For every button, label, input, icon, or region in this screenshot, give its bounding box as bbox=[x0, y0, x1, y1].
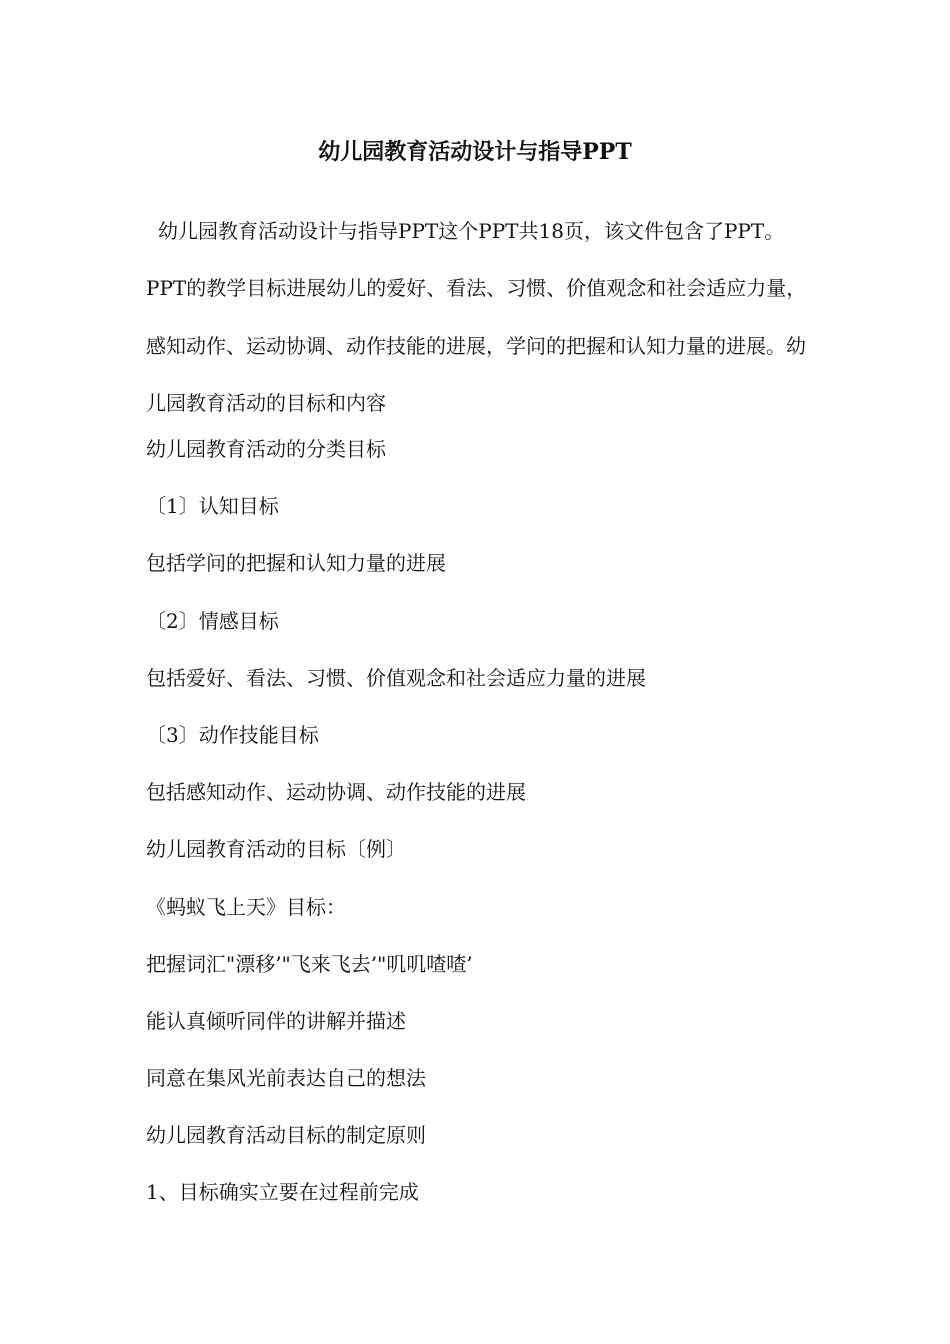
content-lines bbox=[146, 431, 816, 1232]
content-line: 〔1〕认知目标 bbox=[146, 494, 279, 519]
content-line: 幼儿园教育活动的目标〔例〕 bbox=[146, 837, 406, 862]
content-line: 〔3〕动作技能目标 bbox=[146, 722, 319, 747]
content-line: 1、目标确实立要在过程前完成 bbox=[146, 1180, 419, 1205]
content-line: 〔2〕情感目标 bbox=[146, 608, 279, 633]
content-line: 《蚂蚁飞上天》目标： bbox=[146, 894, 346, 919]
document-title: 幼儿园教育活动设计与指导PPT bbox=[318, 139, 632, 165]
content-line: 包括感知动作、运动协调、动作技能的进展 bbox=[146, 780, 526, 805]
content-line: 同意在集风光前表达自己的想法 bbox=[146, 1066, 426, 1091]
content-line: 包括爱好、看法、习惯、价值观念和社会适应力量的进展 bbox=[146, 665, 646, 690]
content-line: 包括学问的把握和认知力量的进展 bbox=[146, 551, 446, 576]
content-line: 幼儿园教育活动目标的制定原则 bbox=[146, 1123, 426, 1148]
content-line: 把握词汇"漂移’"飞来飞去’"叽叽喳喳’ bbox=[146, 951, 473, 976]
content-line: 能认真倾听同伴的讲解并描述 bbox=[146, 1008, 406, 1033]
intro-paragraph: 幼儿园教育活动设计与指导PPT这个PPT共18页，该文件包含了PPT。PPT的教学目标进展幼儿的爱好、看法、习惯、价值观念和社会适应力量，感知动作、运动协调、动作技能的进展，学问的把握和认知力量的进展。幼儿园教育活动的目标和内容 bbox=[146, 219, 807, 415]
content-line: 幼儿园教育活动的分类目标 bbox=[146, 437, 386, 461]
